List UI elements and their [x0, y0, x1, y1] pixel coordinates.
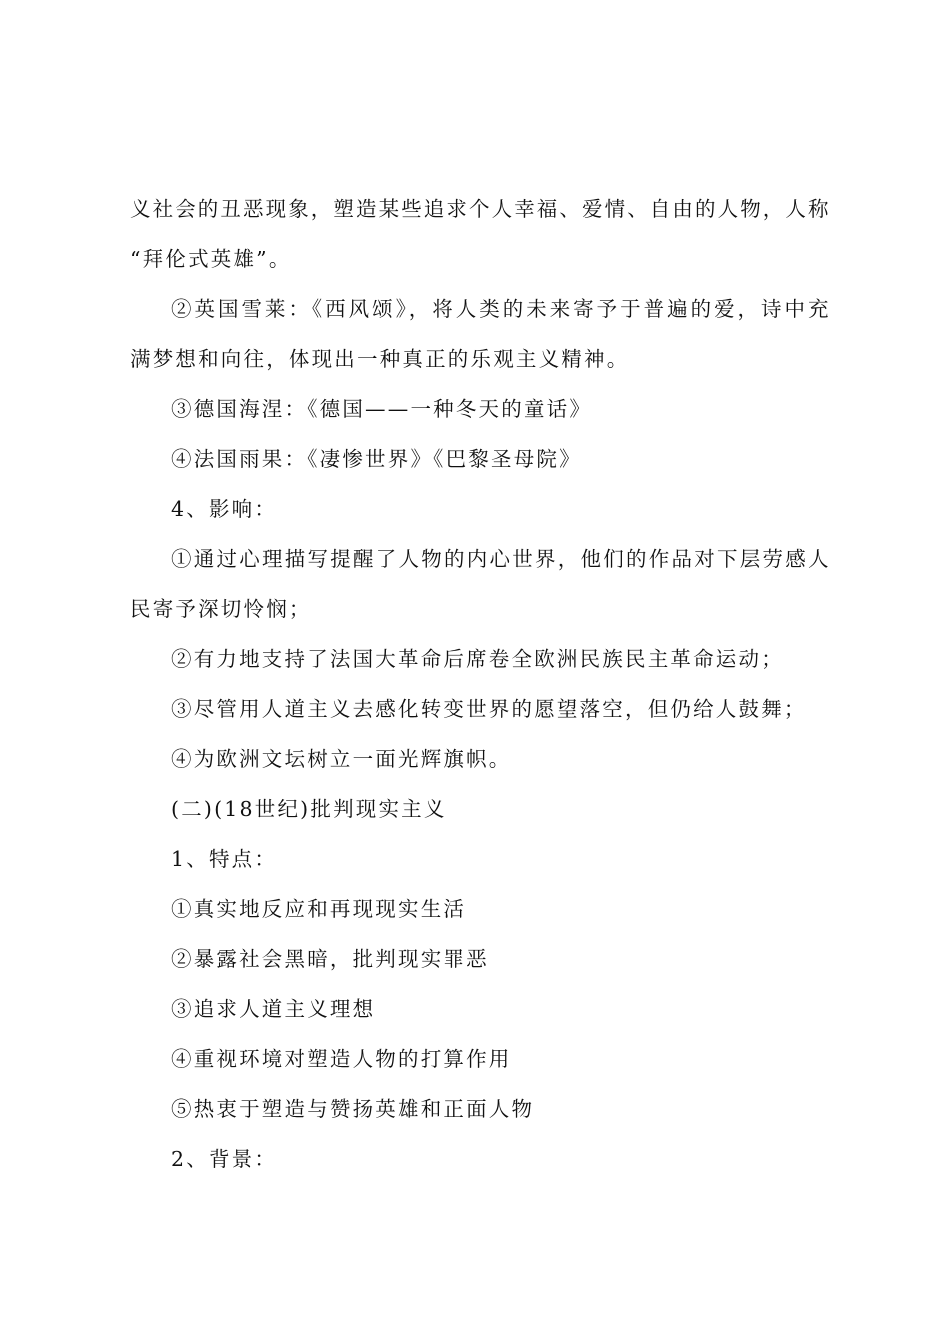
section-heading-critical-realism: (二)(18世纪)批判现实主义: [171, 797, 447, 821]
section-heading-background: 2、背景：: [171, 1147, 278, 1171]
text-line-3: ②英国雪莱：《西风颂》，将人类的未来寄予于普遍的爱，诗中充: [171, 297, 830, 321]
text-line-4: 满梦想和向往，体现出一种真正的乐观主义精神。: [130, 347, 630, 371]
text-line-17: ③追求人道主义理想: [171, 997, 376, 1021]
text-line-15: ①真实地反应和再现现实生活: [171, 897, 467, 921]
text-line-18: ④重视环境对塑造人物的打算作用: [171, 1047, 512, 1071]
text-line-11: ③尽管用人道主义去感化转变世界的愿望落空，但仍给人鼓舞；: [171, 697, 807, 721]
text-line-1: 义社会的丑恶现象，塑造某些追求个人幸福、爱情、自由的人物，人称: [130, 197, 830, 221]
text-line-2: “拜伦式英雄”。: [130, 247, 292, 271]
text-line-9: 民寄予深切怜悯；: [130, 597, 312, 621]
section-heading-influence: 4、影响：: [171, 497, 278, 521]
text-line-10: ②有力地支持了法国大革命后席卷全欧洲民族民主革命运动；: [171, 647, 784, 671]
text-line-8: ①通过心理描写提醒了人物的内心世界，他们的作品对下层劳感人: [171, 547, 830, 571]
section-heading-features: 1、特点：: [171, 847, 278, 871]
text-line-6: ④法国雨果：《凄惨世界》《巴黎圣母院》: [171, 447, 582, 471]
text-line-19: ⑤热衷于塑造与赞扬英雄和正面人物: [171, 1097, 535, 1121]
text-line-16: ②暴露社会黑暗，批判现实罪恶: [171, 947, 489, 971]
text-line-5: ③德国海涅：《德国——一种冬天的童话》: [171, 397, 593, 421]
document-body: [130, 184, 830, 1184]
text-line-12: ④为欧洲文坛树立一面光辉旗帜。: [171, 747, 512, 771]
